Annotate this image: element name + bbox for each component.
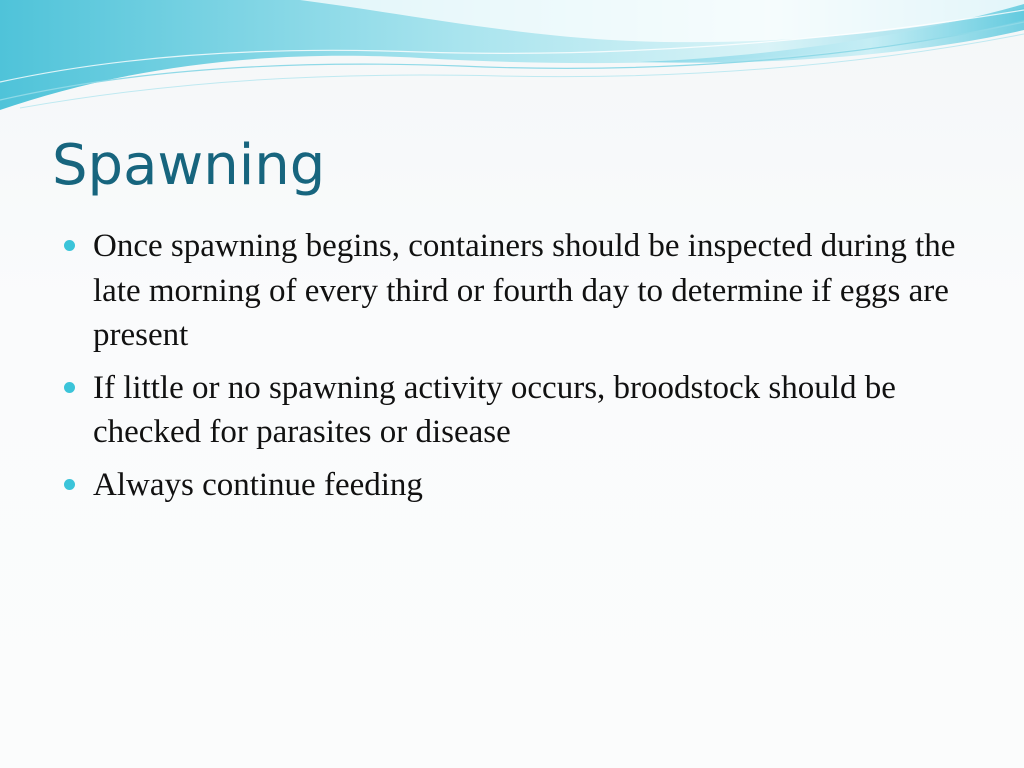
bullet-item — [60, 224, 980, 358]
bullet-list — [60, 224, 980, 515]
bullet-dot-icon — [64, 382, 75, 393]
bullet-item — [60, 366, 980, 455]
header-wave-decoration — [0, 0, 1024, 130]
slide-title: Spawning — [52, 133, 326, 198]
bullet-item — [60, 463, 980, 508]
bullet-dot-icon — [64, 479, 75, 490]
bullet-text: If little or no spawning activity occurs, broodstock should be checked for parasites or disease — [93, 369, 896, 450]
bullet-text: Once spawning begins, containers should be inspected during the late morning of every third or fourth day to determine if eggs are present — [93, 228, 956, 353]
bullet-dot-icon — [64, 240, 75, 251]
bullet-text: Always continue feeding — [93, 466, 423, 503]
